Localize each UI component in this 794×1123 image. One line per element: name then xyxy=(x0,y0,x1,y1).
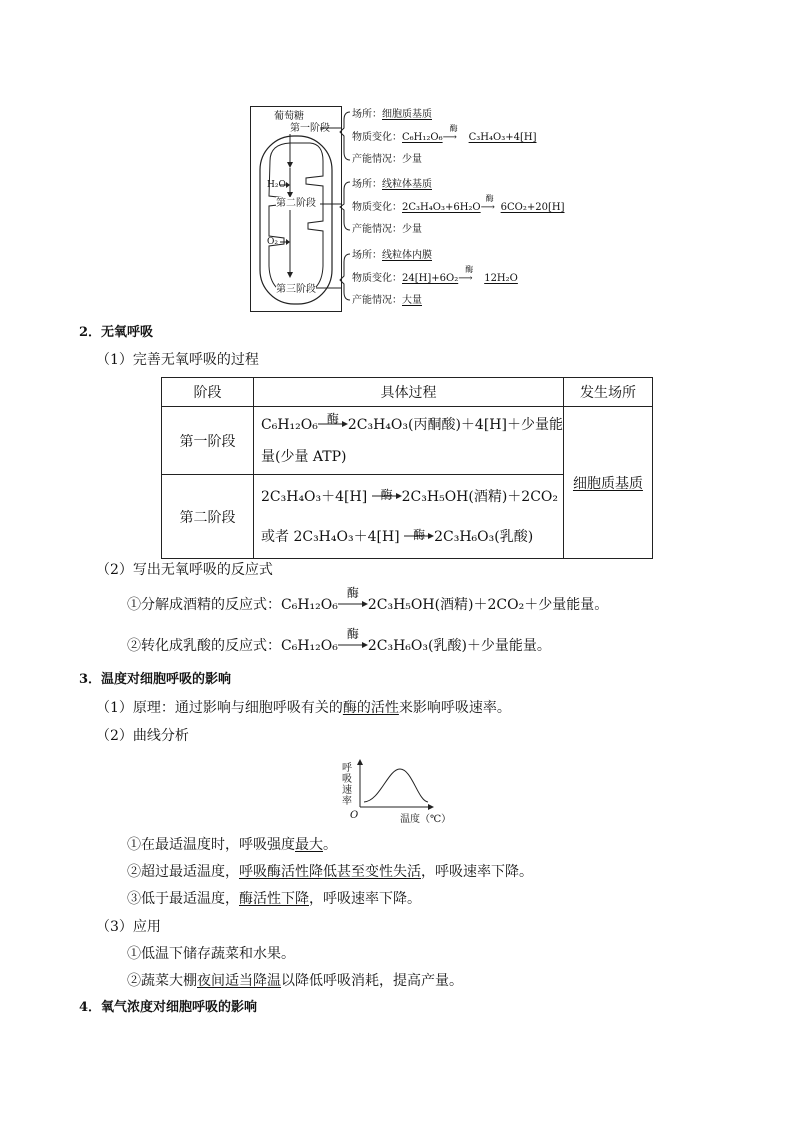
row1-stage: 第一阶段 xyxy=(162,407,254,475)
s2-energy: 产能情况：少量 xyxy=(352,224,422,235)
row1-process: C₆H₁₂O₆ 酶 2C₃H₄O₃(丙酮酸)＋4[H]＋少量能 量(少量 ATP) xyxy=(254,407,564,475)
chart-origin: O xyxy=(350,810,359,821)
table-header-process: 具体过程 xyxy=(254,378,564,407)
application-1: ①低温下储存蔬菜和水果。 xyxy=(127,946,295,962)
stage2-label: 第二阶段 xyxy=(276,198,316,209)
s2-change: 物质变化：2C₃H₄O₃+6H₂O 酶 ⟶ 6CO₂+20[H] xyxy=(352,194,565,213)
curve-point-1: ①在最适温度时，呼吸强度最大。 xyxy=(127,837,337,853)
row2-process: 2C₃H₄O₃＋4[H] 酶 2C₃H₅OH(酒精)＋2CO₂ 或者 2C₃H₄O₃＋4[H] 酶 2C₃H₆O₃(乳酸) xyxy=(254,475,564,559)
section4-heading: 4．氧气浓度对细胞呼吸的影响 xyxy=(79,1000,258,1015)
application-label: （3）应用 xyxy=(96,919,161,935)
temperature-chart xyxy=(340,757,460,829)
place-cell: 细胞质基质 xyxy=(563,407,652,559)
application-2: ②蔬菜大棚夜间适当降温以降低呼吸消耗，提高产量。 xyxy=(127,973,463,989)
h2o-label: H₂O xyxy=(267,180,286,190)
chart-ylabel: 呼吸速率 xyxy=(342,763,352,807)
equation-alcohol: ①分解成酒精的反应式：C₆H₁₂O₆ 酶 2C₃H₅OH(酒精)＋2CO₂＋少量能量。 xyxy=(127,586,609,613)
section2-sub1: （1）完善无氧呼吸的过程 xyxy=(96,352,259,368)
stage3-label: 第三阶段 xyxy=(276,284,316,295)
s3-energy: 产能情况：大量 xyxy=(352,295,422,306)
chart-xlabel: 温度（℃） xyxy=(400,814,452,825)
section2-heading: 2．无氧呼吸 xyxy=(79,325,154,340)
s3-change: 物质变化：24[H]+6O₂ 酶 ⟶ 12H₂O xyxy=(352,265,518,284)
stage1-label: 第一阶段 xyxy=(290,123,330,134)
s3-place: 场所：线粒体内膜 xyxy=(352,250,432,261)
section3-heading: 3．温度对细胞呼吸的影响 xyxy=(79,672,232,687)
glucose-label: 葡萄糖 xyxy=(274,111,304,122)
table-header-stage: 阶段 xyxy=(162,378,254,407)
curve-point-2: ②超过最适温度，呼吸酶活性降低甚至变性失活，呼吸速率下降。 xyxy=(127,864,533,880)
s1-place: 场所：细胞质基质 xyxy=(352,109,432,120)
table-header-place: 发生场所 xyxy=(563,378,652,407)
principle: （1）原理：通过影响与细胞呼吸有关的酶的活性来影响呼吸速率。 xyxy=(96,700,511,716)
anaerobic-table xyxy=(161,377,653,559)
table-row xyxy=(162,407,653,475)
s2-place: 场所：线粒体基质 xyxy=(352,179,432,190)
s1-change: 物质变化：C₆H₁₂O₆ 酶 ⟶ C₃H₄O₃+4[H] xyxy=(352,124,537,143)
row2-stage: 第二阶段 xyxy=(162,475,254,559)
mitochondria-diagram xyxy=(250,106,565,312)
equation-lactic: ②转化成乳酸的反应式：C₆H₁₂O₆ 酶 2C₃H₆O₃(乳酸)＋少量能量。 xyxy=(127,627,551,654)
curve-analysis-label: （2）曲线分析 xyxy=(96,728,189,744)
section2-sub2: （2）写出无氧呼吸的反应式 xyxy=(96,562,273,578)
o2-label: O₂ xyxy=(267,237,278,247)
s1-energy: 产能情况：少量 xyxy=(352,154,422,165)
curve-point-3: ③低于最适温度，酶活性下降，呼吸速率下降。 xyxy=(127,891,421,907)
